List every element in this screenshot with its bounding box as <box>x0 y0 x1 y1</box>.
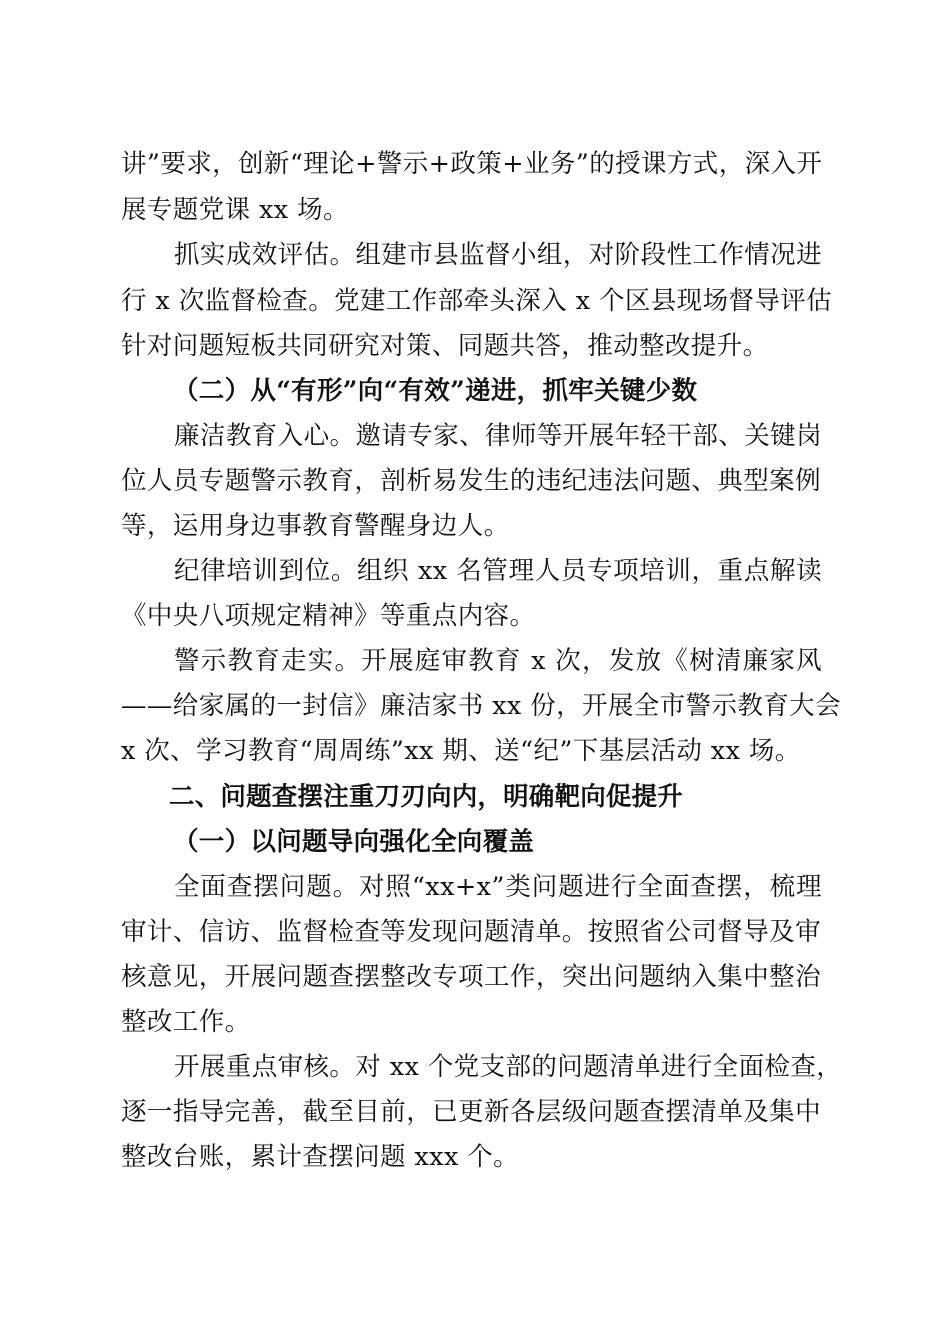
paragraph-line: 展专题党课 xx 场。 <box>121 195 349 225</box>
paragraph-line: 逐一指导完善，截至目前，已更新各层级问题查摆清单及集中 <box>121 1097 821 1127</box>
paragraph-line: 位人员专题警示教育，剖析易发生的违纪违法问题、典型案例 <box>121 466 821 496</box>
paragraph-line: 整改台账，累计查摆问题 xxx 个。 <box>121 1142 520 1172</box>
section-subheading: （二）从“有形”向“有效”递进，抓牢关键少数 <box>173 376 698 406</box>
paragraph-line: x 次、学习教育“周周练”xx 期、送“纪”下基层活动 xx 场。 <box>121 736 801 766</box>
paragraph-line: 针对问题短板共同研究对策、同题共答，推动整改提升。 <box>121 331 769 361</box>
paragraph-line: 讲”要求，创新“理论+警示+政策+业务”的授课方式，深入开 <box>121 149 823 179</box>
paragraph-line: 《中央八项规定精神》等重点内容。 <box>121 601 536 631</box>
paragraph-line: 开展重点审核。对 xx 个党支部的问题清单进行全面检查， <box>174 1052 843 1082</box>
paragraph-line: 整改工作。 <box>121 1007 251 1037</box>
paragraph-line: 廉洁教育入心。邀请专家、律师等开展年轻干部、关键岗 <box>174 421 822 451</box>
paragraph-line: ——给家属的一封信》廉洁家书 xx 份，开展全市警示教育大会 <box>121 691 841 721</box>
paragraph-line: 行 x 次监督检查。党建工作部牵头深入 x 个区县现场督导评估 <box>121 286 833 316</box>
paragraph-line: 纪律培训到位。组织 xx 名管理人员专项培训，重点解读 <box>174 556 822 586</box>
paragraph-line: 全面查摆问题。对照“xx+x”类问题进行全面查摆，梳理 <box>174 872 822 902</box>
paragraph-line: 抓实成效评估。组建市县监督小组，对阶段性工作情况进 <box>174 240 822 270</box>
paragraph-line: 警示教育走实。开展庭审教育 x 次，发放《树清廉家风 <box>174 646 822 676</box>
section-heading: 二、问题查摆注重刀刃向内，明确靶向促提升 <box>169 782 684 812</box>
paragraph-line: 审计、信访、监督检查等发现问题清单。按照省公司督导及审 <box>121 917 821 947</box>
paragraph-line: 等，运用身边事教育警醒身边人。 <box>121 511 510 541</box>
section-subheading: （一）以问题导向强化全向覆盖 <box>173 827 535 857</box>
paragraph-line: 核意见，开展问题查摆整改专项工作，突出问题纳入集中整治 <box>121 962 821 992</box>
